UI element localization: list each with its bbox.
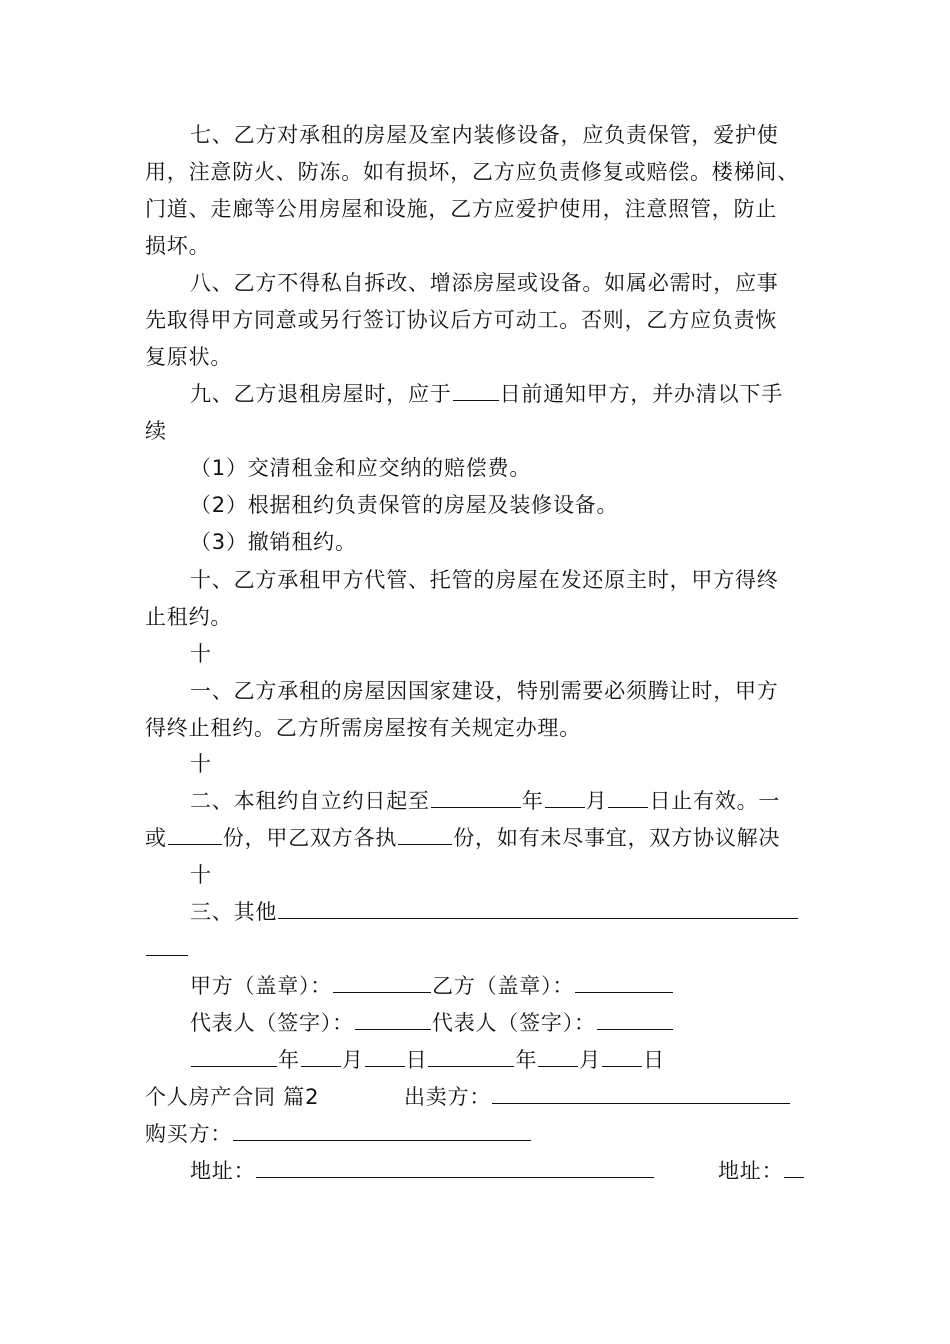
clause-13-line-2 <box>145 935 189 963</box>
seller-line <box>404 1083 791 1111</box>
clause-11-line-1: 一、乙方承租的房屋因国家建设，特别需要必须腾让时，甲方 <box>190 679 779 703</box>
blank-other-terms-cont[interactable] <box>146 937 188 956</box>
date-b-year-label: 年 <box>515 1048 538 1072</box>
blank-date-a-day[interactable] <box>365 1048 405 1067</box>
blank-date-b-day[interactable] <box>602 1048 642 1067</box>
blank-party-a-seal[interactable] <box>333 974 431 993</box>
blank-buyer[interactable] <box>233 1122 531 1141</box>
month-label: 月 <box>585 789 608 813</box>
blank-address-1[interactable] <box>256 1159 654 1178</box>
blank-party-b-seal[interactable] <box>575 974 673 993</box>
blank-end-month[interactable] <box>545 789 585 808</box>
clause-9-item-1: （1）交清租金和应交纳的赔偿费。 <box>190 456 532 480</box>
clause-9-line-1 <box>190 380 783 408</box>
address-line-1 <box>190 1157 655 1185</box>
clause-9-item-2: （2）根据租约负责保管的房屋及装修设备。 <box>190 493 619 517</box>
signature-seal-line <box>190 972 674 1000</box>
blank-other-terms[interactable] <box>278 900 798 919</box>
date-a-year-label: 年 <box>278 1048 300 1072</box>
clause-12-line-1 <box>190 787 780 815</box>
clause-12-line-2 <box>145 824 780 852</box>
clause-12-text-b: 日止有效。一 <box>649 789 781 813</box>
rep-a-label: 代表人（签字）： <box>190 1011 354 1035</box>
blank-end-year[interactable] <box>431 789 521 808</box>
blank-copies-total[interactable] <box>168 826 222 845</box>
address-1-label: 地址： <box>190 1159 256 1183</box>
blank-date-b-month[interactable] <box>538 1048 578 1067</box>
signature-date-line <box>190 1046 665 1074</box>
clause-12-text-d: 份，甲乙双方各执 <box>222 826 398 850</box>
blank-copies-each[interactable] <box>398 826 452 845</box>
rep-b-label: 代表人（签字）： <box>431 1011 596 1035</box>
clause-13-line-1 <box>190 898 799 926</box>
clause-7-line-4: 损坏。 <box>145 234 211 258</box>
clause-12-text-a: 二、本租约自立约日起至 <box>190 789 430 813</box>
clause-9-text-a: 九、乙方退租房屋时，应于 <box>190 382 452 406</box>
buyer-label: 购买方： <box>145 1122 233 1146</box>
address-line-2 <box>718 1157 805 1185</box>
clause-7-line-2: 用，注意防火、防冻。如有损坏，乙方应负责修复或赔偿。楼梯间、 <box>145 160 799 184</box>
date-a-month-label: 月 <box>341 1048 364 1072</box>
clause-9-line-2: 续 <box>145 419 167 443</box>
party-b-seal-label: 乙方（盖章）： <box>432 974 575 998</box>
clause-8-line-1: 八、乙方不得私自拆改、增添房屋或设备。如属必需时，应事 <box>190 271 779 295</box>
date-b-day-label: 日 <box>643 1048 665 1072</box>
blank-date-a-year[interactable] <box>191 1048 277 1067</box>
blank-date-b-year[interactable] <box>428 1048 514 1067</box>
date-b-month-label: 月 <box>579 1048 602 1072</box>
party-a-seal-label: 甲方（盖章）： <box>190 974 333 998</box>
clause-8-line-3: 复原状。 <box>145 345 233 369</box>
date-a-day-label: 日 <box>405 1048 428 1072</box>
clause-12-text-c: 或 <box>145 826 167 850</box>
year-label: 年 <box>521 789 544 813</box>
clause-10-line-2: 止租约。 <box>145 605 233 629</box>
signature-rep-line <box>190 1009 674 1037</box>
blank-date-a-month[interactable] <box>301 1048 341 1067</box>
clause-9-text-b: 日前通知甲方，并办清以下手 <box>499 382 784 406</box>
clause-13-text-a: 三、其他 <box>190 900 278 924</box>
blank-rep-a[interactable] <box>355 1011 431 1030</box>
clause-7-line-3: 门道、走廊等公用房屋和设施，乙方应爱护使用，注意照管，防止 <box>145 197 778 221</box>
buyer-line <box>145 1120 532 1148</box>
clause-7-line-1: 七、乙方对承租的房屋及室内装修设备，应负责保管，爱护使 <box>190 123 779 147</box>
blank-rep-b[interactable] <box>597 1011 673 1030</box>
clause-11-head: 十 <box>190 642 212 666</box>
contract-2-title: 个人房产合同 篇2 <box>145 1085 320 1109</box>
clause-12-text-e: 份，如有未尽事宜，双方协议解决 <box>453 826 781 850</box>
address-2-label: 地址： <box>718 1159 784 1183</box>
blank-seller[interactable] <box>492 1085 790 1104</box>
blank-address-2[interactable] <box>784 1159 804 1178</box>
seller-label: 出卖方： <box>404 1085 492 1109</box>
blank-end-day[interactable] <box>608 789 648 808</box>
clause-9-item-3: （3）撤销租约。 <box>190 530 357 554</box>
clause-8-line-2: 先取得甲方同意或另行签订协议后方可动工。否则，乙方应负责恢 <box>145 308 778 332</box>
clause-12-head: 十 <box>190 752 212 776</box>
clause-11-line-2: 得终止租约。乙方所需房屋按有关规定办理。 <box>145 716 581 740</box>
clause-13-head: 十 <box>190 863 212 887</box>
clause-10-line-1: 十、乙方承租甲方代管、托管的房屋在发还原主时，甲方得终 <box>190 568 779 592</box>
blank-days[interactable] <box>453 382 499 401</box>
